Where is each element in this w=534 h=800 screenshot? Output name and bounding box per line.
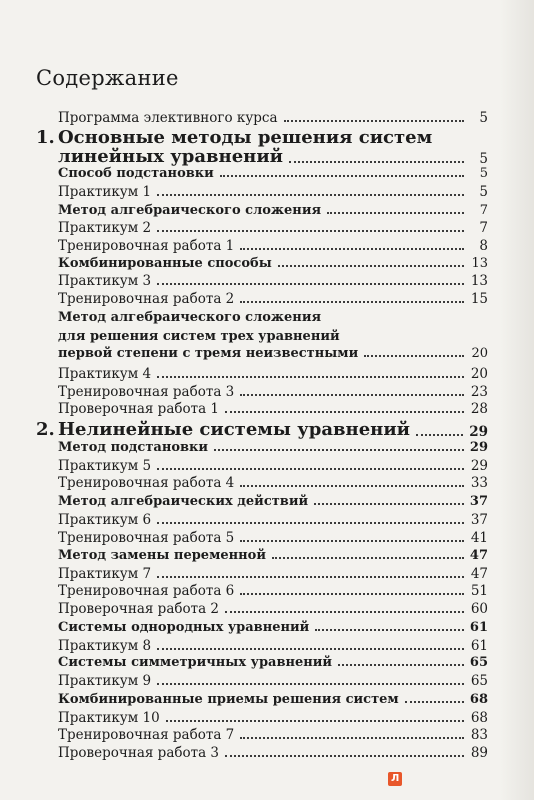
toc-entry-page: 13 [471, 256, 488, 271]
toc-entry[interactable] [58, 710, 488, 726]
leader-dots [240, 248, 464, 250]
leader-dots [364, 355, 464, 357]
toc-entry[interactable] [58, 291, 488, 307]
toc-entry-page: 37 [469, 494, 488, 509]
toc-entry-text: Программа элективного курса [58, 110, 278, 126]
toc-entry-text: Метод алгебраического сложения [58, 203, 322, 218]
toc-entry-text-line2: для решения систем трех уравнений [58, 329, 340, 344]
leader-dots [240, 540, 464, 542]
toc-entry-text: Способ подстановки [58, 166, 214, 181]
toc-entry[interactable] [58, 638, 488, 654]
toc-entry-section[interactable] [58, 692, 488, 707]
toc-entry-text: Практикум 4 [58, 366, 152, 382]
leader-dots [157, 230, 464, 232]
chapter-1-heading[interactable] [58, 146, 488, 167]
toc-entry-text: Практикум 7 [58, 566, 152, 582]
toc-entry-page: 15 [470, 291, 488, 307]
leader-dots [315, 629, 464, 631]
toc-entry[interactable] [58, 238, 488, 254]
publisher-logo-icon [388, 772, 402, 786]
chapter-title: Нелинейные системы уравнений [58, 419, 411, 440]
toc-entry-section-multiline[interactable] [58, 308, 488, 361]
toc-entry-text: Практикум 9 [58, 673, 152, 689]
toc-entry-text: Системы однородных уравнений [58, 620, 310, 635]
toc-entry-page: 7 [479, 220, 488, 236]
leader-dots [157, 194, 464, 196]
leader-dots [225, 611, 464, 613]
chapter-page: 29 [469, 424, 488, 440]
toc-entry[interactable] [58, 673, 488, 689]
toc-entry[interactable] [58, 273, 488, 289]
chapter-page: 5 [479, 151, 488, 167]
leader-dots [220, 175, 464, 177]
leader-dots [240, 737, 464, 739]
leader-dots [157, 576, 464, 578]
leader-dots [214, 449, 464, 451]
page-edge-shadow [500, 0, 534, 800]
chapter-number: 1. [36, 127, 55, 148]
toc-entry-text: Метод подстановки [58, 440, 209, 455]
leader-dots [157, 522, 464, 524]
leader-dots [278, 265, 464, 267]
toc-entry-page: 23 [470, 384, 488, 400]
chapter-number: 2. [36, 419, 55, 440]
toc-entry-text: Практикум 2 [58, 220, 152, 236]
toc-entry-page: 33 [470, 475, 488, 491]
toc-entry-intro[interactable] [58, 110, 488, 126]
toc-entry-page: 47 [469, 548, 488, 563]
toc-entry-page: 68 [470, 710, 488, 726]
toc-entry-page: 61 [469, 620, 488, 635]
toc-entry-page: 29 [470, 458, 488, 474]
toc-entry-text: Проверочная работа 3 [58, 745, 220, 761]
leader-dots [416, 434, 463, 436]
leader-dots [327, 212, 464, 214]
toc-entry-text: Тренировочная работа 1 [58, 238, 235, 254]
toc-entry[interactable] [58, 401, 488, 417]
toc-entry-page: 61 [470, 638, 488, 654]
toc-entry-section[interactable] [58, 166, 488, 181]
toc-entry[interactable] [58, 475, 488, 491]
toc-entry-text: Практикум 8 [58, 638, 152, 654]
toc-entry-text: Тренировочная работа 6 [58, 583, 235, 599]
toc-entry[interactable] [58, 184, 488, 200]
toc-entry-page: 20 [471, 346, 488, 361]
toc-entry-section[interactable] [58, 655, 488, 670]
leader-dots [405, 701, 464, 703]
toc-entry-text: Тренировочная работа 3 [58, 384, 235, 400]
toc-entry-page: 68 [469, 692, 488, 707]
toc-entry-text-line3: первой степени с тремя неизвестными [58, 346, 359, 361]
leader-dots [157, 648, 464, 650]
toc-entry-page: 8 [479, 238, 488, 254]
toc-entry-section[interactable] [58, 548, 488, 563]
toc-entry-page: 7 [479, 203, 488, 218]
leader-dots [240, 301, 464, 303]
leader-dots [314, 503, 464, 505]
toc-entry[interactable] [58, 745, 488, 761]
leader-dots [240, 485, 464, 487]
toc-entry-page: 51 [470, 583, 488, 599]
toc-entry-page: 41 [470, 530, 488, 546]
toc-entry-text: Тренировочная работа 7 [58, 727, 235, 743]
leader-dots [240, 394, 464, 396]
toc-entry[interactable] [58, 727, 488, 743]
toc-entry-page: 65 [470, 673, 488, 689]
toc-entry-text: Практикум 5 [58, 458, 152, 474]
leader-dots [225, 411, 464, 413]
chapter-2-heading[interactable] [36, 419, 488, 440]
toc-entry-text: Системы симметричных уравнений [58, 655, 333, 670]
toc-entry-page: 28 [470, 401, 488, 417]
toc-entry[interactable] [58, 530, 488, 546]
toc-entry-page: 29 [469, 440, 488, 455]
toc-entry-text-line1: Метод алгебраического сложения [58, 310, 322, 325]
leader-dots [240, 593, 464, 595]
toc-entry-text: Комбинированные способы [58, 256, 272, 271]
toc-entry-section[interactable] [58, 440, 488, 455]
toc-entry-page: 65 [469, 655, 488, 670]
chapter-1-heading-line1[interactable] [36, 127, 488, 148]
toc-entry-section[interactable] [58, 256, 488, 271]
chapter-title: Основные методы решения систем [58, 127, 433, 148]
toc-entry-text: Тренировочная работа 5 [58, 530, 235, 546]
toc-entry-section[interactable] [58, 620, 488, 635]
toc-entry-text: Практикум 6 [58, 512, 152, 528]
toc-entry-page: 20 [470, 366, 488, 382]
toc-entry[interactable] [58, 366, 488, 382]
leader-dots [157, 376, 464, 378]
toc-entry-page: 5 [479, 166, 488, 181]
toc-entry[interactable] [58, 220, 488, 236]
toc-entry-section[interactable] [58, 203, 488, 218]
toc-entry-section[interactable] [58, 494, 488, 509]
leader-dots [338, 664, 464, 666]
toc-entry-text: Тренировочная работа 2 [58, 291, 235, 307]
toc-entry-page: 13 [470, 273, 488, 289]
toc-entry[interactable] [58, 566, 488, 582]
toc-entry-page: 83 [470, 727, 488, 743]
leader-dots [225, 755, 464, 757]
toc-entry-text: Метод замены переменной [58, 548, 266, 563]
leader-dots [272, 557, 464, 559]
toc-entry-page: 89 [470, 745, 488, 761]
toc-entry-text: Метод алгебраических действий [58, 494, 309, 509]
toc-entry-page: 60 [470, 601, 488, 617]
toc-entry-page: 47 [470, 566, 488, 582]
toc-entry[interactable] [58, 512, 488, 528]
toc-entry-text: Проверочная работа 2 [58, 601, 220, 617]
toc-entry-text: Практикум 1 [58, 184, 152, 200]
leader-dots [157, 283, 464, 285]
toc-entry-text: Проверочная работа 1 [58, 401, 220, 417]
toc-entry-text: Тренировочная работа 4 [58, 475, 235, 491]
leader-dots [166, 720, 464, 722]
toc-entry-text: Комбинированные приемы решения систем [58, 692, 399, 707]
chapter-title-cont: линейных уравнений [58, 146, 284, 167]
toc-entry-page: 5 [479, 110, 488, 126]
toc-entry[interactable] [58, 458, 488, 474]
toc-entry-page: 37 [470, 512, 488, 528]
leader-dots [284, 120, 464, 122]
leader-dots [157, 683, 464, 685]
toc-entry[interactable] [58, 601, 488, 617]
toc-entry[interactable] [58, 384, 488, 400]
toc-entry-text: Практикум 10 [58, 710, 160, 726]
publisher-logo-letter: Л [391, 773, 400, 784]
leader-dots [289, 161, 464, 163]
toc-entry[interactable] [58, 583, 488, 599]
leader-dots [157, 468, 464, 470]
toc-title: Содержание [36, 66, 179, 90]
toc-entry-text: Практикум 3 [58, 273, 152, 289]
toc-entry-page: 5 [479, 184, 488, 200]
